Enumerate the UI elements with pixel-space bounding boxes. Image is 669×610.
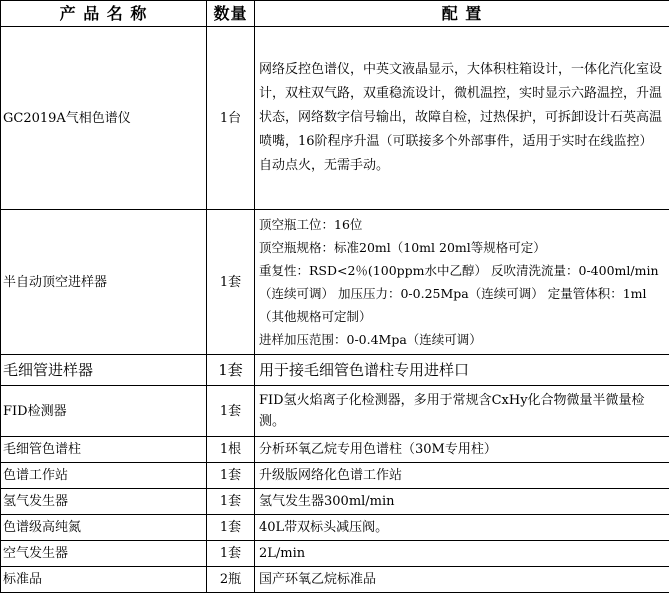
product-config: 国产环氧乙烷标准品	[255, 567, 669, 593]
product-config	[255, 210, 669, 355]
product-config: 40L带双标头减压阀。	[255, 515, 669, 541]
table-row	[1, 463, 669, 489]
table-row	[1, 386, 669, 437]
table-row	[1, 489, 669, 515]
product-config: 分析环氧乙烷专用色谱柱（30M专用柱）	[255, 437, 669, 463]
product-name: 空气发生器	[1, 541, 207, 567]
product-qty: 1根	[207, 437, 255, 463]
product-qty: 1套	[207, 489, 255, 515]
product-config: 氢气发生器300ml/min	[255, 489, 669, 515]
product-name: 毛细管进样器	[1, 355, 207, 386]
product-qty: 1套	[207, 463, 255, 489]
header-qty: 数量	[207, 1, 255, 27]
table-row	[1, 355, 669, 386]
product-qty: 1套	[207, 515, 255, 541]
header-name: 产 品 名 称	[1, 1, 207, 27]
product-qty: 1套	[207, 210, 255, 355]
table-row	[1, 210, 669, 355]
table-row	[1, 437, 669, 463]
table-row	[1, 515, 669, 541]
header-config: 配 置	[255, 1, 669, 27]
config-line: 顶空瓶规格：标准20ml（10ml 20ml等规格可定）	[259, 240, 546, 255]
product-name: 标准品	[1, 567, 207, 593]
product-name: 毛细管色谱柱	[1, 437, 207, 463]
product-qty: 1台	[207, 27, 255, 210]
product-name: 色谱工作站	[1, 463, 207, 489]
product-qty: 1套	[207, 541, 255, 567]
config-line: 重复性：RSD<2％(100ppm水中乙醇） 反吹清洗流量：0-400ml/min（连续可调） 加压压力：0-0.25Mpa（连续可调） 定量管体积：1ml（其他规格可定制）	[259, 263, 659, 324]
table-row	[1, 567, 669, 593]
product-config: 网络反控色谱仪，中英文液晶显示，大体积柱箱设计，一体化汽化室设计，双柱双气路，双重稳流设计，微机温控，实时显示六路温控，升温状态，网络数字信号输出，故障自检，过热保护，可拆卸设计石英高温喷嘴，16阶程序升温（可联接多个外部事件，适用于实时在线监控）自动点火，无需手动。	[255, 27, 669, 210]
product-qty: 1套	[207, 355, 255, 386]
product-config: 2L/min	[255, 541, 669, 567]
product-config: 升级版网络化色谱工作站	[255, 463, 669, 489]
table-row	[1, 541, 669, 567]
product-config: 用于接毛细管色谱柱专用进样口	[255, 355, 669, 386]
table-row	[1, 27, 669, 210]
product-name: 半自动顶空进样器	[1, 210, 207, 355]
product-qty: 2瓶	[207, 567, 255, 593]
config-line: 进样加压范围：0-0.4Mpa（连续可调）	[259, 332, 482, 347]
product-name: FID检测器	[1, 386, 207, 437]
product-name: 氢气发生器	[1, 489, 207, 515]
product-name: GC2019A气相色谱仪	[1, 27, 207, 210]
product-name: 色谱级高纯氮	[1, 515, 207, 541]
config-line: 顶空瓶工位：16位	[259, 217, 363, 232]
product-config: FID氢火焰离子化检测器，多用于常规含CxHy化合物微量半微量检测。	[255, 386, 669, 437]
product-qty: 1套	[207, 386, 255, 437]
table-header-row	[1, 1, 669, 27]
